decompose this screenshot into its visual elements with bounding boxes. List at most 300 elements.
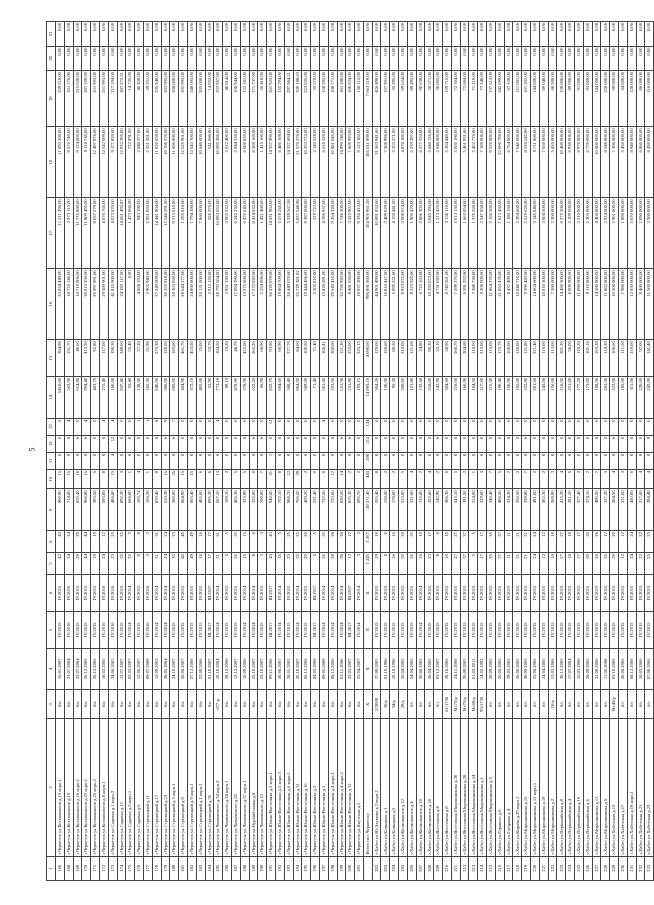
table-cell: IV.2015 xyxy=(284,575,293,612)
table-cell: 117,00 xyxy=(99,340,108,377)
table-cell: 15 xyxy=(179,469,188,489)
table-cell: 1 xyxy=(135,418,144,435)
table-cell: б/к xyxy=(73,690,82,719)
table-cell: 430,00 xyxy=(627,489,636,531)
table-cell: IV.2015 xyxy=(223,575,232,612)
table-cell: IV.2015 xyxy=(645,611,654,648)
table-cell: 0,00 xyxy=(328,22,337,47)
table-cell: 2 612 460,00 xyxy=(223,127,232,198)
table-cell: г.Черкесск ул.Космонавтов д.8 корп.1 xyxy=(99,719,108,856)
table-cell: 0,00 xyxy=(196,22,205,47)
table-cell: 0,00 xyxy=(346,22,355,47)
table-row xyxy=(319,22,328,881)
table-cell: 0 xyxy=(627,418,636,435)
table-cell: 06.12.2006 xyxy=(302,648,311,690)
table-cell: 875,30 xyxy=(346,489,355,531)
table-cell: 12 xyxy=(601,531,610,553)
table-cell: 317,00 xyxy=(636,489,645,531)
table-cell: 25 xyxy=(319,531,328,553)
table-cell: 405,00 xyxy=(196,489,205,531)
table-cell: 18.02.2005 xyxy=(99,648,108,690)
table-cell: 0 xyxy=(275,435,284,452)
table-cell: 0,00 xyxy=(487,22,496,47)
table-cell: 169 xyxy=(73,856,82,880)
table-cell: 0 xyxy=(73,435,82,452)
table-cell: 5 xyxy=(223,553,232,575)
table-cell: б/к xyxy=(275,690,284,719)
table-cell: 08.12.2006 xyxy=(627,648,636,690)
table-cell: 0 xyxy=(416,435,425,452)
table-row xyxy=(610,22,619,881)
table-cell: 186,00 xyxy=(108,376,117,418)
table-cell: 28 xyxy=(73,531,82,553)
table-cell: 304,60 xyxy=(443,376,452,418)
table-cell: 13 xyxy=(214,469,223,489)
table-cell: 21 xyxy=(522,531,531,553)
table-cell: 21 xyxy=(267,469,276,489)
table-cell: 17 xyxy=(205,531,214,553)
table-cell: 0,00 xyxy=(460,22,469,47)
table-cell: 3 004 500,00 xyxy=(539,198,548,269)
table-cell: 24.06.2005 xyxy=(108,648,117,690)
table-cell: 20 xyxy=(302,553,311,575)
table-cell: 0 xyxy=(645,452,654,469)
table-cell: 666,00 xyxy=(126,489,135,531)
table-cell: 35 xyxy=(170,553,179,575)
table-cell: 11 xyxy=(504,553,513,575)
table-cell: 0,00 xyxy=(557,46,566,70)
table-cell: 156,00 xyxy=(548,376,557,418)
table-cell: 10 xyxy=(443,553,452,575)
table-cell: 0,00 xyxy=(601,22,610,47)
table-cell: 0,00 xyxy=(267,22,276,47)
table-cell: 29 645 410,00 xyxy=(328,269,337,340)
table-cell: 8 480 108,00 xyxy=(275,127,284,198)
table-cell: г.Хабез ул.Космонавтов д.18 xyxy=(425,719,434,856)
table-cell: 35 729 281,82 xyxy=(293,269,302,340)
table-cell: б/к xyxy=(319,690,328,719)
table-cell: 6 277 332,00 xyxy=(416,127,425,198)
table-cell: 24 xyxy=(161,531,170,553)
table-cell: г.Хабез ул.Клинцова д.1 xyxy=(381,719,390,856)
table-cell: 172 xyxy=(99,856,108,880)
table-cell: 197 xyxy=(319,856,328,880)
table-cell: 0 xyxy=(64,435,73,452)
table-cell: 0,00 xyxy=(223,46,232,70)
table-cell: 0 xyxy=(117,452,126,469)
table-cell: 0,00 xyxy=(161,46,170,70)
table-cell: 3 008 074,00 xyxy=(399,198,408,269)
table-cell: б/к xyxy=(311,690,320,719)
table-cell: 25 xyxy=(284,553,293,575)
table-cell: 121,30 xyxy=(337,340,346,377)
table-cell: 0 xyxy=(522,418,531,435)
table-cell: 66,90 xyxy=(258,376,267,418)
table-cell: IV.2015 xyxy=(592,575,601,612)
table-row xyxy=(557,22,566,881)
table-cell: 20 xyxy=(610,531,619,553)
table-row xyxy=(258,22,267,881)
table-cell: 8 xyxy=(275,469,284,489)
table-cell: 111,50 xyxy=(619,340,628,377)
table-cell: 4 xyxy=(108,418,117,435)
table-cell: IV.2015 xyxy=(399,611,408,648)
table-cell: г.Черкесск ул.Садовая д.5 корп.1 xyxy=(126,719,135,856)
table-cell: 0 xyxy=(487,435,496,452)
table-cell: 144 000,00 xyxy=(592,71,601,127)
table-cell: г.Хабез ул.Восточная Мирошникова д.30 xyxy=(451,719,460,856)
table-cell: 5 xyxy=(231,469,240,489)
table-cell: 804,00 xyxy=(293,376,302,418)
table-cell: 8 057 279,00 xyxy=(91,198,100,269)
table-cell: 201 xyxy=(355,856,364,880)
table-cell: 30.12.2005 xyxy=(557,648,566,690)
table-cell: 0 xyxy=(495,452,504,469)
table-cell: IV.2015 xyxy=(451,575,460,612)
table-cell: IV.2015 xyxy=(434,575,443,612)
table-cell: 18 xyxy=(372,531,381,553)
table-cell: 0,00 xyxy=(390,46,399,70)
table-cell: 03.12.2007 xyxy=(434,648,443,690)
table-row xyxy=(478,22,487,881)
table-cell: 321,00 xyxy=(407,489,416,531)
table-cell: IV.2015 xyxy=(522,575,531,612)
table-cell: 1 473 660,00 xyxy=(126,198,135,269)
table-cell: г.Хабез ул.Первомайская д.8 xyxy=(557,719,566,856)
table-cell: 77 340,00 xyxy=(478,71,487,127)
table-cell: 28 xyxy=(328,531,337,553)
table-cell: 605,40 xyxy=(187,489,196,531)
table-cell: 4 xyxy=(82,418,91,435)
table-cell: 0 xyxy=(179,435,188,452)
table-cell: 0,00 xyxy=(407,46,416,70)
table-cell: 0,00 xyxy=(478,46,487,70)
table-cell: IV.2015 xyxy=(258,575,267,612)
table-cell: IV.2014 xyxy=(319,611,328,648)
table-cell: 101,10 xyxy=(583,340,592,377)
table-cell: 0 xyxy=(539,435,548,452)
table-cell: 506,00 xyxy=(161,376,170,418)
table-cell: 8 xyxy=(372,469,381,489)
table-cell: 216,00 xyxy=(425,376,434,418)
table-cell: 1 xyxy=(143,418,152,435)
table-cell: 0 xyxy=(592,435,601,452)
table-cell: 22 060 796,00 xyxy=(495,127,504,198)
table-cell: 0,00 xyxy=(82,22,91,47)
table-cell: 28.12.2006 xyxy=(223,648,232,690)
table-cell: 220 xyxy=(531,856,540,880)
table-cell: 5 461 931,00 xyxy=(460,127,469,198)
table-cell: 0,00 xyxy=(372,22,381,47)
table-cell: 12 xyxy=(346,553,355,575)
table-cell: 22 xyxy=(636,531,645,553)
table-cell: IV.2014 xyxy=(293,575,302,612)
table-cell: 25 xyxy=(407,553,416,575)
table-cell: 0,00 xyxy=(416,46,425,70)
table-cell: IV.2015 xyxy=(451,611,460,648)
table-row xyxy=(91,22,100,881)
table-cell: IV.2014 xyxy=(337,611,346,648)
table-cell: 204,60 xyxy=(460,340,469,377)
table-cell: 24.04.2005 xyxy=(539,648,548,690)
table-cell: 209 xyxy=(434,856,443,880)
table-cell: 8 437 490,00 xyxy=(504,269,513,340)
table-cell: 0 xyxy=(56,435,65,452)
table-row xyxy=(240,22,249,881)
table-cell: IV.2015 xyxy=(575,611,584,648)
table-cell: 0,00 xyxy=(355,22,364,47)
table-cell: 478,90 xyxy=(231,376,240,418)
table-cell: 11 500 000,00 xyxy=(645,269,654,340)
table-cell: IV.2015 xyxy=(117,575,126,612)
table-cell: 2 xyxy=(346,469,355,489)
table-cell: 0 xyxy=(495,418,504,435)
table-row xyxy=(495,22,504,881)
table-cell: IV.2015 xyxy=(170,575,179,612)
table-cell: б/к xyxy=(179,690,188,719)
table-cell: 0,00 xyxy=(311,22,320,47)
table-cell: 5 339 567,58 xyxy=(284,198,293,269)
table-cell: 301 180,00 xyxy=(337,71,346,127)
table-cell: 0 xyxy=(460,418,469,435)
table-cell: 0 xyxy=(460,435,469,452)
table-row xyxy=(425,22,434,881)
table-cell: г.Хабез ул.Первомайская д.10 xyxy=(575,719,584,856)
table-cell: 44 xyxy=(82,531,91,553)
table-cell: 2 xyxy=(390,469,399,489)
table-cell: IV.2015 xyxy=(566,575,575,612)
table-cell: 178 xyxy=(152,856,161,880)
table-cell: 0,00 xyxy=(504,46,513,70)
table-cell: 89 040,00 xyxy=(539,71,548,127)
table-cell: 216,00 xyxy=(451,376,460,418)
table-cell: г.Хабез ул.Мирошникова д.19 xyxy=(539,719,548,856)
table-cell: 10 706 570,00 xyxy=(161,127,170,198)
table-cell: 0 xyxy=(372,418,381,435)
table-cell: 8 743 261,00 xyxy=(443,269,452,340)
table-cell: 0 xyxy=(451,435,460,452)
table-cell: 6 239 287,00 xyxy=(407,127,416,198)
table-cell: 0,00 xyxy=(73,46,82,70)
table-cell: 0,00 xyxy=(214,22,223,47)
table-cell: 1 370 220,00 xyxy=(469,198,478,269)
table-cell: 0 xyxy=(495,435,504,452)
table-cell: 0 xyxy=(205,418,214,435)
table-cell: 500,00 xyxy=(170,489,179,531)
table-cell: 18 725 146,00 xyxy=(64,269,73,340)
table-cell: 8 xyxy=(135,553,144,575)
table-cell: 199 xyxy=(337,856,346,880)
table-cell: 943 190,00 xyxy=(135,198,144,269)
table-row xyxy=(566,22,575,881)
table-cell: 3 xyxy=(619,469,628,489)
table-cell: 03.10.2006 xyxy=(610,648,619,690)
table-cell: 714,60 xyxy=(64,489,73,531)
table-cell: 17 xyxy=(478,531,487,553)
table-cell: IV.2015 xyxy=(82,611,91,648)
table-cell: 165,74 xyxy=(135,489,144,531)
table-cell: 425,00 xyxy=(240,340,249,377)
table-cell: 0 xyxy=(170,435,179,452)
table-cell: 486,80 xyxy=(108,489,117,531)
table-cell: 0,00 xyxy=(73,22,82,47)
table-cell: 214,00 xyxy=(469,489,478,531)
table-cell: IV.2016 xyxy=(108,611,117,648)
table-cell: 3 002 532,00 xyxy=(223,198,232,269)
table-cell: 8 xyxy=(152,418,161,435)
table-cell: 322,80 xyxy=(522,376,531,418)
table-cell: 852,70 xyxy=(267,376,276,418)
table-cell: 5 450 000,00 xyxy=(619,127,628,198)
table-cell: 204 xyxy=(390,856,399,880)
table-cell: 4 073 070,00 xyxy=(108,198,117,269)
table-cell: 195 xyxy=(302,856,311,880)
table-cell: 24 xyxy=(99,553,108,575)
table-cell: 0 xyxy=(99,452,108,469)
table-cell: 0,00 xyxy=(513,22,522,47)
table-cell: 0,00 xyxy=(627,46,636,70)
table-cell: 60,90 xyxy=(275,340,284,377)
table-cell: 0,00 xyxy=(231,22,240,47)
table-cell: 42 xyxy=(56,553,65,575)
table-cell: 2 409 029,00 xyxy=(381,198,390,269)
table-cell: 0,00 xyxy=(548,22,557,47)
table-cell: 184 xyxy=(205,856,214,880)
table-cell: 1 213 470,00 xyxy=(434,198,443,269)
table-cell: 0 xyxy=(82,452,91,469)
table-cell: 42 xyxy=(56,531,65,553)
table-cell: 97,00 xyxy=(636,340,645,377)
table-cell: 27 xyxy=(557,553,566,575)
table-cell: 0,00 xyxy=(99,22,108,47)
table-cell: 0 xyxy=(214,435,223,452)
table-cell: 15 xyxy=(161,469,170,489)
table-cell: 465,30 xyxy=(231,489,240,531)
table-cell: 9 513 010,00 xyxy=(170,198,179,269)
table-cell: 17 xyxy=(425,531,434,553)
table-cell: 521,50 xyxy=(337,376,346,418)
table-cell: 0 xyxy=(381,452,390,469)
table-cell: 302,30 xyxy=(539,489,548,531)
table-cell: IV.2015 xyxy=(636,575,645,612)
table-cell: 0,00 xyxy=(399,46,408,70)
table-cell: 01.10.1986 xyxy=(381,648,390,690)
table-cell: 4 xyxy=(557,469,566,489)
table-cell: 2 xyxy=(575,469,584,489)
table-cell: 0 xyxy=(566,452,575,469)
table-cell: IV.2015 xyxy=(592,611,601,648)
table-cell: 193,15 xyxy=(355,376,364,418)
table-cell: 0 xyxy=(645,418,654,435)
table-cell: 0 xyxy=(381,435,390,452)
table-cell: 7 640 000,00 xyxy=(513,127,522,198)
table-cell: 9 118 745,00 xyxy=(82,127,91,198)
table-cell: 3 145 840,00 xyxy=(531,198,540,269)
table-cell: 655,40 xyxy=(73,489,82,531)
table-cell: 0,00 xyxy=(522,46,531,70)
table-cell: 0,00 xyxy=(319,22,328,47)
table-row xyxy=(117,22,126,881)
table-cell: 0 xyxy=(390,452,399,469)
table-cell: г.Черкесск ул.Садовая д.6 xyxy=(135,719,144,856)
table-cell: б/с xyxy=(566,690,575,719)
table-cell: IV.2015 xyxy=(539,611,548,648)
table-cell: 0,00 xyxy=(293,22,302,47)
table-cell: 248 093,00 xyxy=(187,71,196,127)
table-cell: IV.2015 xyxy=(522,611,531,648)
table-cell: 892,30 xyxy=(117,489,126,531)
table-row xyxy=(443,22,452,881)
table-cell: б/с xyxy=(601,690,610,719)
table-row xyxy=(416,22,425,881)
table-cell: 7 580 000,00 xyxy=(548,269,557,340)
table-cell: 15.09.2003 xyxy=(152,648,161,690)
table-cell: 27.12.2006 xyxy=(187,648,196,690)
table-cell: 0 xyxy=(399,435,408,452)
table-cell: б/с xyxy=(504,690,513,719)
table-cell: г.Хабез ул.Восточная Мирошникова д.5 xyxy=(487,719,496,856)
table-cell: 188 xyxy=(240,856,249,880)
table-cell: б/к xyxy=(56,690,65,719)
table-cell: 2 xyxy=(504,469,513,489)
table-cell: 0,00 xyxy=(249,46,258,70)
table-cell: г.Хабез ул.Ю.Ахумова д.2 корп.2 xyxy=(372,719,381,856)
table-cell: 0,00 xyxy=(240,22,249,47)
column-header: 8 xyxy=(47,531,56,553)
table-cell: 21 xyxy=(513,553,522,575)
table-cell: 201,60 xyxy=(531,376,540,418)
table-cell: 2 040 377,00 xyxy=(135,127,144,198)
table-cell: 5 xyxy=(275,531,284,553)
table-cell: 0,00 xyxy=(478,22,487,47)
table-cell: 0 xyxy=(425,435,434,452)
table-cell: 221,40 xyxy=(531,340,540,377)
table-cell: 0 xyxy=(346,452,355,469)
table-cell: 110,00 xyxy=(539,340,548,377)
table-cell: 34/р xyxy=(390,690,399,719)
table-cell: 0 xyxy=(258,435,267,452)
table-cell: 15 xyxy=(82,469,91,489)
table-cell: IV.2014 xyxy=(214,575,223,612)
table-cell: 0,00 xyxy=(610,22,619,47)
table-row xyxy=(311,22,320,881)
table-cell: 25 xyxy=(645,531,654,553)
table-cell: 0 xyxy=(126,452,135,469)
table-cell: 443 xyxy=(363,469,372,489)
table-cell: 214 xyxy=(478,856,487,880)
table-cell: 3 973 115,00 xyxy=(64,198,73,269)
table-cell: 23.07.2004 xyxy=(73,648,82,690)
table-cell: 137 213,00 xyxy=(487,71,496,127)
table-cell: б/с xyxy=(495,690,504,719)
table-cell: 2 xyxy=(531,469,540,489)
table-cell: IV.2016 xyxy=(143,611,152,648)
table-cell: 0,00 xyxy=(152,22,161,47)
table-cell: 8 430 000,00 xyxy=(645,127,654,198)
table-cell: 105,50 xyxy=(143,376,152,418)
table-cell: 151,70 xyxy=(64,340,73,377)
table-cell: 190,30 xyxy=(108,340,117,377)
table-cell: 0 xyxy=(302,452,311,469)
table-cell: 0,00 xyxy=(258,46,267,70)
table-cell: г.Черкесск ул.Чапаевского д.34 корп.2 xyxy=(214,719,223,856)
table-cell: 9 123 182,00 xyxy=(355,127,364,198)
table-row xyxy=(293,22,302,881)
table-cell: 8 xyxy=(249,531,258,553)
table-cell: 311,00 xyxy=(627,376,636,418)
table-cell: 0 xyxy=(196,452,205,469)
table-cell: 231,40 xyxy=(311,489,320,531)
